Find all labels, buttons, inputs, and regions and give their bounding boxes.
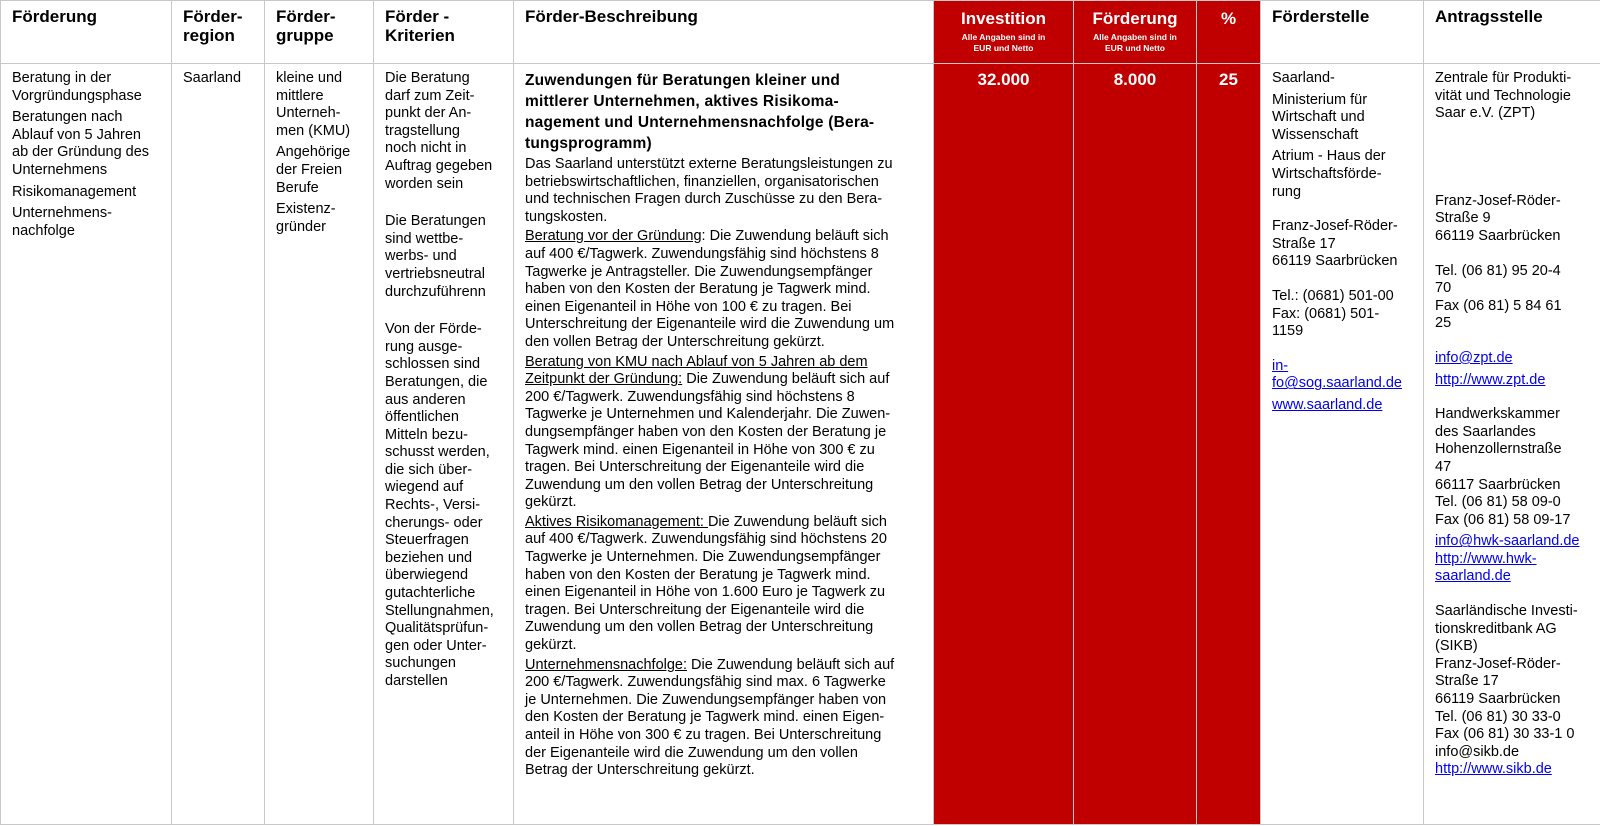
text-line: wiegend auf [385,479,464,496]
cell-beschreibung [514,64,934,825]
foerderstelle-web-link[interactable]: www.saarland.de [1272,396,1383,413]
text-line: überwiegend [385,567,469,584]
text-line: 200 €/Tagwerk. Zuwendungsfähig sind höchstens 8 [525,388,855,405]
text-line: gutachterliche [385,585,476,602]
header-note: Alle Angaben sind in [1093,32,1177,42]
text-line: tragen. Bei Unterschreitung der Eigenanteile wird die [525,601,865,618]
beschreibung-intro [525,156,923,226]
text-line: Wissenschaft [1272,126,1359,143]
beschreibung-title [525,70,923,154]
cell-foerderstelle [1261,64,1424,825]
foerderstelle-email-link[interactable] [1272,358,1413,393]
text-line: Straße 17 [1435,673,1499,690]
text-line: gen oder Unter- [385,637,487,654]
text-line: Unterneh- [276,105,341,122]
foerderstelle-org: Saarland- [1272,70,1335,86]
text-line: Wirtschaft und [1272,109,1365,126]
text-line: einen Eigenanteil in Höhe von 100 € zu tragen. Bei [525,298,852,315]
col-header-antragsstelle: Antragsstelle [1424,1,1600,64]
cell-percent [1197,64,1261,825]
text-line: Berufe [276,179,319,196]
text-line: schlossen sind [385,356,481,373]
text-line: Unterschreitung der Eigenanteile wird die Zuwendung um [525,316,895,333]
text-line: tungskosten. [525,208,608,225]
text-line: Tel. (06 81) 58 09-0 [1435,494,1561,511]
text-line: Franz-Josef-Röder- [1435,192,1561,209]
zpt-email-link[interactable]: info@zpt.de [1435,349,1513,366]
text-line: Straße 17 [1272,235,1336,252]
gruppe-item [276,144,363,197]
text-line: cherungs- oder [385,514,483,531]
text-line: : [701,228,706,245]
col-header-region [172,1,265,64]
text-line: die sich über- [385,461,473,478]
text-line: darstellen [385,673,448,689]
text-line: auf 400 €/Tagwerk. Zuwendungsfähig sind höchstens 8 [525,245,879,262]
section-heading: Zeitpunkt der Gründung: [525,371,683,388]
kriterium-item [385,70,503,193]
foerderstelle-contact [1272,288,1413,341]
text-line: Von der Förde- [385,321,482,338]
text-line: (SIKB) [1435,638,1478,655]
text-line: Wirtschaftsförde- [1272,165,1382,182]
text-line: rung [1272,183,1302,200]
text-line: 66119 Saarbrücken [1435,691,1561,708]
col-header-foerderung-amount [1074,1,1197,64]
text-line: tionskreditbank AG [1435,620,1557,637]
foerderstelle-building [1272,148,1413,201]
text-line: Die Zuwendung beläuft sich auf [687,656,895,673]
text-line: Steuerfragen [385,532,469,549]
text-line: Ministerium für [1272,91,1368,108]
text-line: Die Beratung [385,70,470,86]
col-header-foerderung: Förderung [1,1,172,64]
text-line: Tel. (06 81) 95 20-4 [1435,262,1561,279]
foerderung-value: 8.000 [1113,70,1157,89]
text-line: 66119 Saarbrücken [1435,227,1561,244]
gruppe-item [276,201,363,236]
text-line: Die Zuwendung beläuft sich auf [682,371,890,388]
text-line: anteil in Höhe von 300 € zu tragen. Bei Unterschreitung [525,727,882,743]
text-line: Zuwendung um den vollen Betrag der Unterschreitung [525,476,874,493]
foerderstelle-ministry [1272,92,1413,145]
zpt-contact [1435,263,1590,333]
text-line: der Eigenanteile wird die Zuwendung um den vollen [525,744,858,761]
text-line: Zuwendungen für Beratungen kleiner und [525,72,841,89]
text-line: Tel. (06 81) 30 33-0 [1435,708,1561,725]
header-note: Alle Angaben sind in [961,32,1046,42]
text-line: vität und Technologie [1435,87,1571,104]
text-line: Unternehmens [12,161,108,178]
text-line: aus anderen [385,391,466,408]
col-header-percent: % [1197,1,1261,64]
text-line: auf 400 €/Tagwerk. Zuwendungsfähig sind höchstens 20 [525,531,887,548]
region-value: Saarland [183,70,242,86]
text-line: beziehen und [385,549,473,566]
investition-value: 32.000 [977,70,1030,89]
text-line: men (KMU) [276,122,351,139]
header-row [1,1,1600,64]
text-line: Straße 9 [1435,210,1491,227]
text-line: Saarländische Investi- [1435,603,1578,620]
text-line: Zentrale für Produkti- [1435,70,1572,86]
text-line: 66119 Saarbrücken [1272,253,1398,270]
text-line: Rechts-, Versi- [385,497,481,514]
section-heading: Beratung vor der Gründung [525,228,702,245]
text-line: 66117 Saarbrücken [1435,476,1561,493]
header-foerderung-label: Förderung [1092,9,1178,28]
text-line: mittlere [276,87,324,104]
text-line: den Kosten der Beratung je Tagwerk mind. einen Eigen- [525,709,885,726]
text-line: Die Zuwendung beläuft sich [705,228,889,245]
text-line: haben von den Kosten der Beratung je Tagwerk mind. [525,566,871,583]
text-line: Auftrag gegeben [385,157,493,174]
cell-antragsstelle [1424,64,1600,825]
text-line: Tagwerke je Unternehmen. Die Zuwendungsempfänger [525,549,881,566]
hwk-web-link[interactable] [1435,551,1590,586]
text-line: Beratungen nach [12,109,123,126]
text-line: Unternehmens- [12,205,112,222]
text-line: Tagwerke je Unternehmen und Kalenderjahr. Die Zuwen- [525,406,891,423]
text-line: saarland.de [1435,568,1511,585]
text-line: betriebswirtschaftlichen, finanziellen, organisatorischen [525,173,879,190]
text-line: Mitteln bezu- [385,426,469,443]
text-line: rung ausge- [385,338,463,355]
text-line: Qualitätsprüfun- [385,620,489,637]
text-line: Die Zuwendung beläuft sich [707,513,887,530]
cell-investition [934,64,1074,825]
text-line: Saar e.V. (ZPT) [1435,105,1536,122]
foerderstelle-address [1272,218,1413,271]
text-line: Stellungnahmen, [385,602,494,619]
text-line: öffentlichen [385,409,459,426]
text-line: 25 [1435,315,1452,332]
header-line: Kriterien [385,26,455,45]
text-line: info@sikb.de [1435,743,1520,760]
header-note: EUR und Netto [1105,43,1165,53]
col-header-kriterien [374,1,514,64]
text-line: tungsprogramm) [525,135,652,152]
header-line: Förder- [183,7,243,26]
col-header-foerderstelle: Förderstelle [1261,1,1424,64]
text-line: worden sein [385,175,464,192]
text-line: 47 [1435,458,1452,475]
cell-gruppe [265,64,374,825]
text-line: des Saarlandes [1435,423,1536,440]
section-heading: Beratung von KMU nach Ablauf von 5 Jahren ab dem [525,353,868,370]
kriterium-item [385,321,503,690]
text-line: Zuwendung um den vollen Betrag der Unterschreitung [525,619,874,636]
text-line: suchungen [385,655,456,672]
text-line: mittlerer Unternehmen, aktives Risikoma- [525,93,839,110]
header-line: gruppe [276,26,334,45]
text-line: Das Saarland unterstützt externe Beratungsleistungen zu [525,156,893,172]
text-line: gekürzt. [525,494,577,511]
text-line: Atrium - Haus der [1272,148,1386,165]
text-line: den vollen Betrag der Unterschreitung gekürzt. [525,333,825,350]
text-line: schusst werden, [385,444,490,461]
text-line: Angehörige [276,144,351,161]
text-line: Vorgründungsphase [12,87,142,104]
section-heading: Aktives Risikomanagement: [525,513,708,530]
text-line: Tel.: (0681) 501-00 [1272,287,1394,304]
text-line: 70 [1435,280,1452,297]
text-line: Hohenzollernstraße [1435,441,1562,458]
gruppe-item [276,70,363,140]
zpt-address [1435,193,1590,246]
text-line: tragstellung [385,122,460,139]
percent-value: 25 [1219,70,1238,89]
text-line: 200 €/Tagwerk. Zuwendungsfähig sind max. 6 Tagwerke [525,674,886,691]
col-header-beschreibung: Förder-Beschreibung [514,1,934,64]
hwk-email-link[interactable]: info@hwk-saarland.de [1435,533,1580,550]
text-line: Die Beratungen [385,213,486,230]
text-line: Tagwerk mind. einen Eigenanteil in Höhe von 300 € zu [525,441,875,458]
zpt-name [1435,70,1590,123]
cell-region [172,64,265,825]
text-line: punkt der An- [385,105,472,122]
text-line: durchzuführenn [385,283,486,300]
beschreibung-section [525,354,923,512]
beschreibung-section [525,228,923,351]
header-investition-label: Investition [960,9,1046,28]
header-line: region [183,26,235,45]
text-line: Beratung in der [12,70,112,86]
header-note: EUR und Netto [973,43,1034,53]
text-line: Fax (06 81) 58 09-17 [1435,511,1571,528]
text-line: Ablauf von 5 Jahren [12,126,141,143]
text-line: gründer [276,218,326,235]
text-line: in- [1272,357,1289,374]
text-line: einen Eigenanteil in Höhe von 1.600 Euro je Tagwerk zu [525,584,886,601]
header-line: Förder- [276,7,336,26]
beschreibung-section [525,657,923,780]
text-line: darf zum Zeit- [385,87,475,104]
table-row [1,64,1600,825]
sikb-block [1435,603,1590,761]
cell-kriterien [374,64,514,825]
text-line: vertriebsneutral [385,265,485,282]
text-line: Beratungen, die [385,373,488,390]
kriterium-item [385,213,503,301]
text-line: ab der Gründung des [12,144,150,161]
text-line: Fax (06 81) 30 33-1 0 [1435,726,1575,743]
col-header-investition [934,1,1074,64]
text-line: Risikomanagement [12,183,137,200]
cell-foerderung [1,64,172,825]
text-line: nagement und Unternehmensnachfolge (Bera- [525,114,875,131]
text-line: und technischen Fragen durch Zuschüsse zu den Bera- [525,191,883,208]
sikb-web-link[interactable]: http://www.sikb.de [1435,761,1552,778]
col-header-gruppe [265,1,374,64]
beschreibung-section [525,514,923,655]
cell-foerderung-amount [1074,64,1197,825]
text-line: Betrag der Unterschreitung gekürzt. [525,762,755,779]
text-line: haben von den Kosten der Beratung je Tagwerk mind. [525,281,871,298]
text-line: dungsempfänger haben von den Kosten der Beratung je [525,423,887,440]
text-line: Franz-Josef-Röder- [1272,218,1398,235]
header-line: Förder - [385,7,450,26]
text-line: gekürzt. [525,637,577,654]
text-line: Existenz- [276,201,336,218]
section-heading: Unternehmensnachfolge: [525,656,688,673]
text-line: 1159 [1272,323,1304,340]
text-line: fo@sog.saarland.de [1272,375,1402,392]
text-line: sind wettbe- [385,230,464,247]
text-line: der Freien [276,161,343,178]
text-line: http://www.hwk- [1435,550,1537,567]
text-line: noch nicht in [385,140,467,157]
text-line: Franz-Josef-Röder- [1435,655,1561,672]
text-line: tragen. Bei Unterschreitung der Eigenanteile wird die [525,459,865,476]
text-line: nachfolge [12,222,75,239]
text-line: je Unternehmen. Die Zuwendungsempfänger haben von [525,691,887,708]
text-line: Fax (06 81) 5 84 61 [1435,297,1562,314]
foerderung-item [12,205,161,240]
hwk-block [1435,406,1590,529]
text-line: Tagwerke je Antragsteller. Die Zuwendungsempfänger [525,263,873,280]
foerderung-item [12,70,161,105]
text-line: kleine und [276,70,343,86]
text-line: werbs- und [385,248,457,265]
foerderung-item [12,184,161,202]
zpt-web-link[interactable]: http://www.zpt.de [1435,371,1546,388]
foerderung-item [12,109,161,179]
text-line: Fax: (0681) 501- [1272,305,1380,322]
text-line: Handwerkskammer [1435,406,1560,423]
